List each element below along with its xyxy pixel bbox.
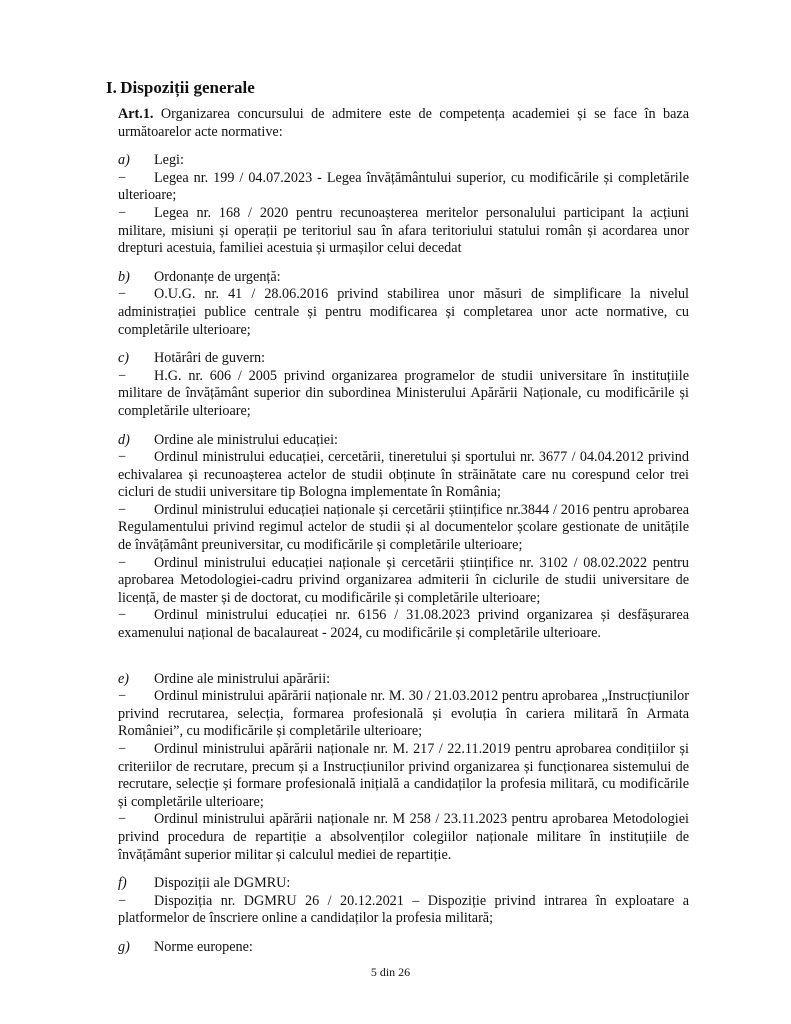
dash-bullet: −	[118, 554, 127, 571]
dash-bullet: −	[118, 169, 127, 186]
section-letter: f)	[118, 875, 127, 892]
section-c	[118, 350, 689, 420]
section-title: a) Legi:	[118, 152, 184, 169]
list-item: − Ordinul ministrului apărării naționale nr. M. 217 / 22.11.2019 pentru aprobarea condițiilor și criteriilor de recrutare, precum și a Instrucțiunilor privind organizarea și funcționarea sistemului de recrutare, selecție și formare profesională inițială a candidaților la profesia militară, cu modificările și completările ulterioare;	[118, 741, 689, 810]
section-letter: g)	[118, 938, 130, 955]
list-item: − Dispoziția nr. DGMRU 26 / 20.12.2021 – Dispoziție privind intrarea în exploatare a platformelor de înscriere online a candidaților la profesia militară;	[118, 892, 689, 927]
section-letter: e)	[118, 670, 130, 687]
dash-bullet: −	[118, 688, 127, 705]
section-letter: b)	[118, 268, 130, 285]
list-item: − H.G. nr. 606 / 2005 privind organizarea programelor de studii universitare în instituțiile militare de învățământ superior din subordinea Ministerului Apărării Naționale, cu modificările și completările ulterioare;	[118, 367, 689, 419]
article-label: Art.1.	[118, 106, 154, 122]
dash-bullet: −	[118, 501, 127, 518]
section-title: d) Ordine ale ministrului educației:	[118, 431, 338, 448]
dash-bullet: −	[118, 367, 127, 384]
section-e	[118, 671, 689, 865]
section-a	[118, 152, 689, 258]
list-item: − Ordinul ministrului educației nr. 6156 / 31.08.2023 privind organizarea și desfășurarea examenului național de bacalaureat - 2024, cu modificările și completările ulterioare.	[118, 607, 689, 642]
list-item: − Legea nr. 168 / 2020 pentru recunoașterea meritelor personalului participant la acțiuni militare, misiuni și operații pe teritoriul sau în afara teritoriului statului român și acordarea unor drepturi acestuia, familiei acestuia și urmașilor celui decedat	[118, 204, 689, 257]
document-body	[118, 106, 689, 957]
section-letter: c)	[118, 350, 130, 367]
section-d	[118, 432, 689, 643]
dash-bullet: −	[118, 741, 127, 757]
section-title: c) Hotărâri de guvern:	[118, 350, 266, 367]
dash-bullet: −	[118, 449, 127, 466]
dash-bullet: −	[118, 892, 127, 909]
list-item: − Ordinul ministrului educației, cercetării, tineretului și sportului nr. 3677 / 04.04.2012 privind echivalarea și recunoașterea actelor de studii obținute în străinătate care nu corespund celor trei cicluri de studii universitare tip Bologna implementate în România;	[118, 449, 689, 501]
section-f	[118, 875, 689, 928]
list-item: − Ordinul ministrului educației naționale și cercetării științifice nr. 3102 / 08.02.2022 pentru aprobarea Metodologiei-cadru privind organizarea admiterii în ciclurile de studii universitare de licență, de master și de doctorat, cu modificările și completările ulterioare;	[118, 554, 689, 606]
list-item: − O.U.G. nr. 41 / 28.06.2016 privind stabilirea unor măsuri de simplificare la nivelul administrației publice centrale și pentru modificarea și completarea unor acte normative, cu completările ulterioare;	[118, 286, 689, 338]
section-heading: I. Dispoziții generale	[106, 78, 255, 97]
list-item: − Ordinul ministrului apărării naționale nr. M. 30 / 21.03.2012 pentru aprobarea „Instrucțiunilor privind recrutarea, selecția, formarea profesională și evoluția în cariera militară în Armata României”, cu modificările și completările ulterioare;	[118, 688, 689, 740]
section-b	[118, 269, 689, 339]
section-letter: d)	[118, 431, 130, 448]
section-g	[118, 939, 689, 957]
section-title: e) Ordine ale ministrului apărării:	[118, 670, 331, 687]
list-item: − Ordinul ministrului educației naționale și cercetării științifice nr.3844 / 2016 pentru aprobarea Regulamentului privind regimul actelor de studii și al documentelor școlare gestionate de unitățile de învățământ preuniversitar, cu modificările și completările ulterioare;	[118, 501, 689, 554]
page-number: 5 din 26	[370, 965, 411, 979]
dash-bullet: −	[118, 204, 127, 221]
section-title: b) Ordonanțe de urgență:	[118, 268, 281, 285]
article-1	[118, 106, 689, 141]
list-item: − Legea nr. 199 / 04.07.2023 - Legea învățământului superior, cu modificările și completările ulterioare;	[118, 169, 689, 204]
section-title: f) Dispoziții ale DGMRU:	[118, 875, 291, 892]
list-item: − Ordinul ministrului apărării naționale nr. M 258 / 23.11.2023 pentru aprobarea Metodologiei privind procedura de repartiție a absolvenților colegiilor naționale militare în instituțiile de învățământ superior militar și calculul mediei de repartiție.	[118, 811, 689, 863]
dash-bullet: −	[118, 811, 127, 828]
dash-bullet: −	[118, 286, 127, 303]
section-letter: a)	[118, 152, 130, 169]
dash-bullet: −	[118, 607, 127, 624]
article-text: Organizarea concursului de admitere este de competența academiei și se face în baza următoarelor acte normative:	[118, 106, 689, 140]
section-title: g) Norme europene:	[118, 938, 253, 955]
